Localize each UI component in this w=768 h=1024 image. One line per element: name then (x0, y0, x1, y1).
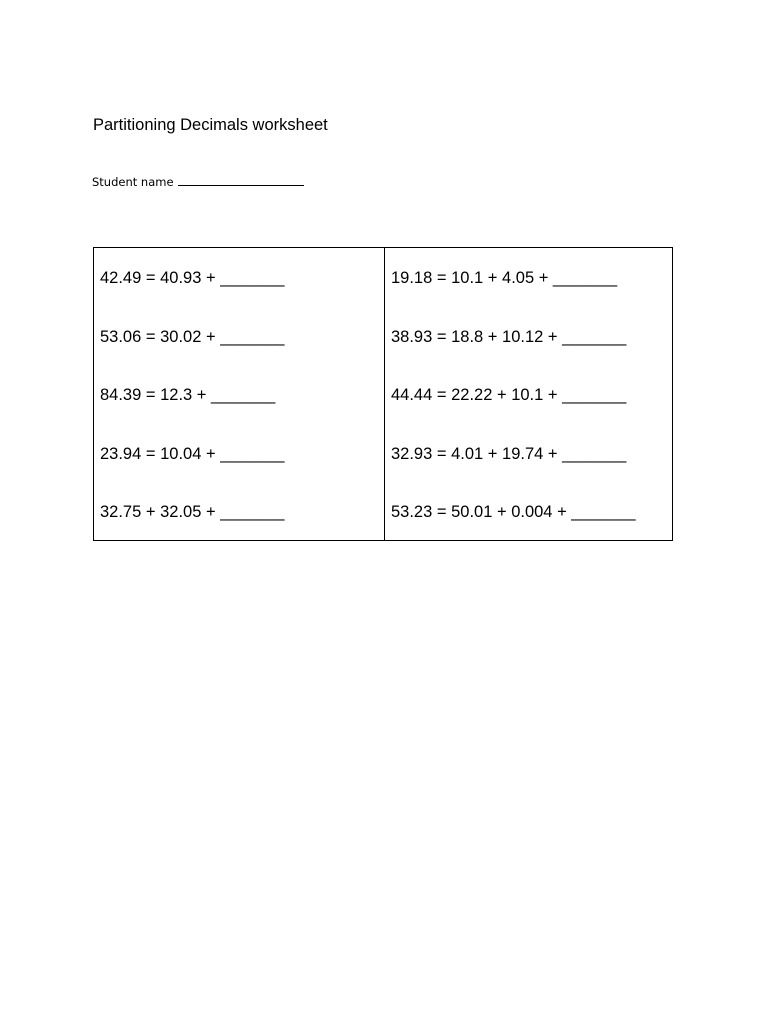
problem-item: 42.49 = 40.93 + _______ (100, 269, 285, 287)
problem-item: 32.93 = 4.01 + 19.74 + _______ (391, 445, 627, 463)
problem-item: 32.75 + 32.05 + _______ (100, 503, 285, 521)
problem-item: 53.23 = 50.01 + 0.004 + _______ (391, 503, 636, 521)
worksheet-title: Partitioning Decimals worksheet (93, 116, 328, 134)
problem-item: 23.94 = 10.04 + _______ (100, 445, 285, 463)
student-name-row (92, 173, 304, 190)
problem-column-left (94, 248, 385, 540)
problem-item: 44.44 = 22.22 + 10.1 + _______ (391, 386, 627, 404)
student-name-blank[interactable] (178, 173, 304, 186)
problem-item: 19.18 = 10.1 + 4.05 + _______ (391, 269, 618, 287)
problem-table (93, 247, 673, 541)
problem-item: 84.39 = 12.3 + _______ (100, 386, 276, 404)
problem-column-right (385, 248, 672, 540)
problem-item: 38.93 = 18.8 + 10.12 + _______ (391, 328, 627, 346)
student-name-label: Student name (92, 175, 174, 189)
problem-item: 53.06 = 30.02 + _______ (100, 328, 285, 346)
